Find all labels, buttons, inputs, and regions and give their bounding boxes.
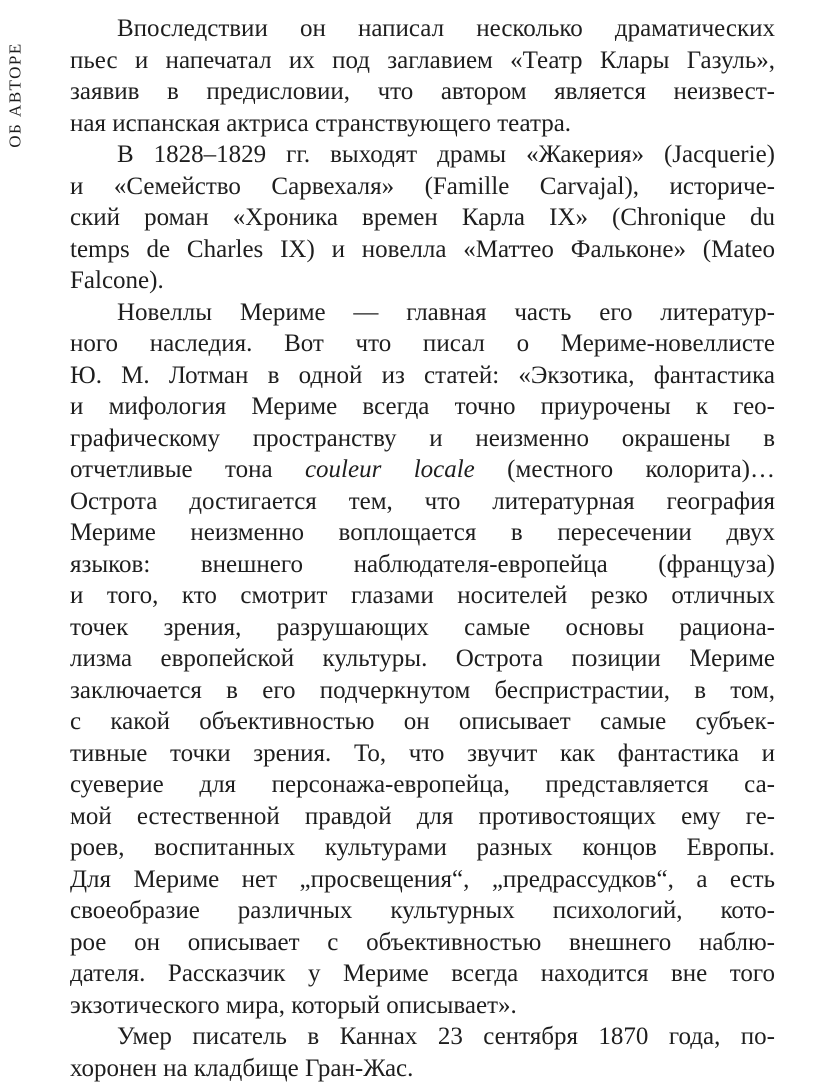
paragraph-4 bbox=[70, 1021, 775, 1084]
text-line: с какой объективностью он описывает самые субъек- bbox=[70, 706, 775, 738]
text-line: и мифология Мериме всегда точно приурочены к гео- bbox=[70, 391, 775, 423]
text-line: дателя. Рассказчик у Мериме всегда находится вне того bbox=[70, 958, 775, 990]
running-head bbox=[2, 20, 30, 170]
text-line: хоронен на кладбище Гран-Жас. bbox=[70, 1053, 775, 1084]
text-line: ная испанская актриса странствующего театра. bbox=[70, 108, 775, 140]
text-line: рое он описывает с объективностью внешнего наблю- bbox=[70, 927, 775, 959]
paragraph-2 bbox=[70, 139, 775, 297]
text-line: ский роман «Хроника времен Карла IX» (Chronique du bbox=[70, 202, 775, 234]
text-line: Для Мериме нет „просвещения“, „предрассудков“, а есть bbox=[70, 864, 775, 896]
text-line: своеобразие различных культурных психологий, кото- bbox=[70, 895, 775, 927]
text-line: заключается в его подчеркнутом беспристрастии, в том, bbox=[70, 675, 775, 707]
text-line-with-italic bbox=[70, 454, 775, 486]
italic-phrase: couleur locale bbox=[305, 456, 475, 483]
body-text bbox=[70, 13, 775, 1084]
text-line: ного наследия. Вот что писал о Мериме-новеллисте bbox=[70, 328, 775, 360]
text-line: экзотического мира, который описывает». bbox=[70, 990, 775, 1022]
text-segment: (местного колорита)… bbox=[475, 456, 775, 483]
text-line: заявив в предисловии, что автором является неизвест- bbox=[70, 76, 775, 108]
text-line: роев, воспитанных культурами разных концов Европы. bbox=[70, 832, 775, 864]
text-line: пьес и напечатал их под заглавием «Театр Клары Газуль», bbox=[70, 45, 775, 77]
text-line: Мериме неизменно воплощается в пересечении двух bbox=[70, 517, 775, 549]
text-line: тивные точки зрения. То, что звучит как фантастика и bbox=[70, 738, 775, 770]
paragraph-1 bbox=[70, 13, 775, 139]
text-line: temps de Charles IX) и новелла «Маттео Фальконе» (Mateo bbox=[70, 234, 775, 266]
text-line: Falcone). bbox=[70, 265, 775, 297]
text-line: графическому пространству и неизменно окрашены в bbox=[70, 423, 775, 455]
running-head-text: ОБ АВТОРЕ bbox=[6, 42, 26, 147]
text-line: В 1828–1829 гг. выходят драмы «Жакерия» (Jacquerie) bbox=[70, 139, 775, 171]
text-segment: отчетливые тона bbox=[70, 456, 305, 483]
text-line: языков: внешнего наблюдателя-европейца (француза) bbox=[70, 549, 775, 581]
text-line: и того, кто смотрит глазами носителей резко отличных bbox=[70, 580, 775, 612]
text-line: суеверие для персонажа-европейца, представляется са- bbox=[70, 769, 775, 801]
text-line: мой естественной правдой для противостоящих ему ге- bbox=[70, 801, 775, 833]
text-line: Ю. М. Лотман в одной из статей: «Экзотика, фантастика bbox=[70, 360, 775, 392]
text-line: лизма европейской культуры. Острота позиции Мериме bbox=[70, 643, 775, 675]
text-line: Острота достигается тем, что литературная география bbox=[70, 486, 775, 518]
text-line: Новеллы Мериме — главная часть его литератур- bbox=[70, 297, 775, 329]
text-line: Умер писатель в Каннах 23 сентября 1870 года, по- bbox=[70, 1021, 775, 1053]
text-line: точек зрения, разрушающих самые основы рациона- bbox=[70, 612, 775, 644]
text-line: и «Семейство Сарвехаля» (Famille Carvajal), историче- bbox=[70, 171, 775, 203]
paragraph-3 bbox=[70, 297, 775, 1022]
text-line: Впоследствии он написал несколько драматических bbox=[70, 13, 775, 45]
